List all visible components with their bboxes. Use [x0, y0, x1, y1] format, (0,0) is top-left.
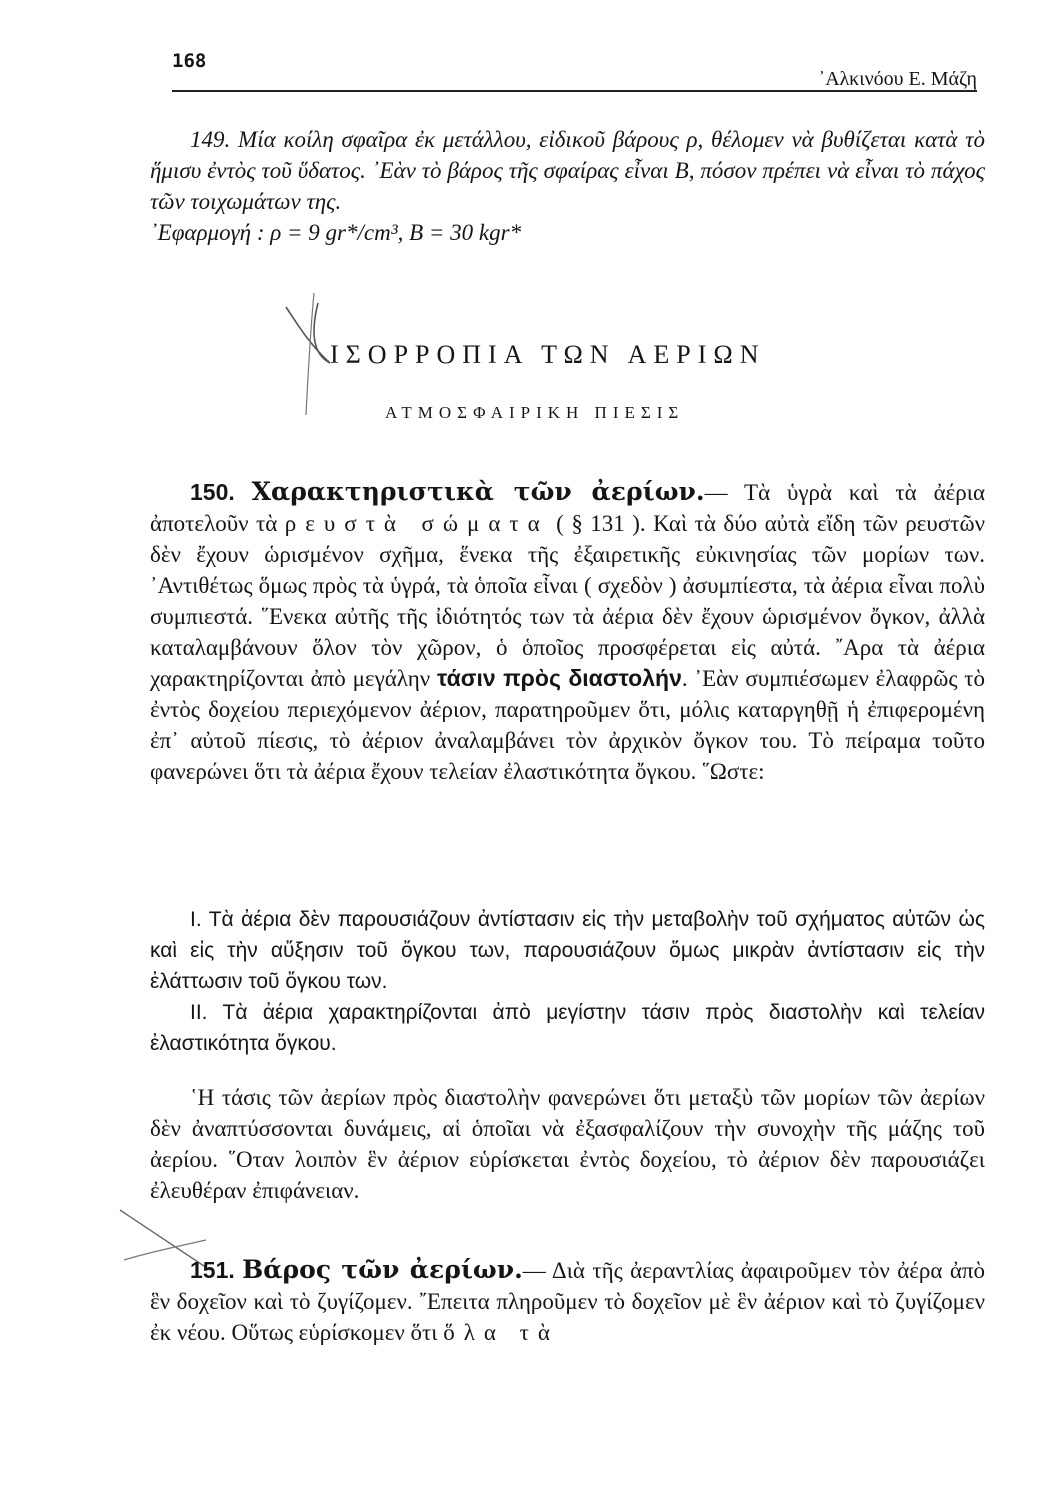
page-header: [172, 46, 977, 94]
list-text: Τὰ ἀέρια χαρακτηρίζονται ἀπὸ μεγίστην τάσιν πρὸς διαστολὴν καὶ τελείαν ἐλαστικότητα ὄγκου.: [150, 1001, 985, 1055]
section-151-paragraph: [150, 1254, 985, 1348]
list-item-1: [150, 904, 985, 997]
section-150-paragraph-2: [150, 1082, 985, 1206]
paragraph-text: . ᾿Εὰν συμπιέσωμεν ἐλαφρῶς τὸ ἐντὸς δοχείου περιεχόμενον ἀέριον, παρατηροῦμεν ὅτι, μόλις καταργηθῇ ἡ ἐπιφερομένη ἐπ᾿ αὐτοῦ πίεσις, τὸ ἀέριον ἀναλαμβάνει τὸν ἀρχικὸν ὄγκον του. Τὸ πείραμα τοῦτο φανερώνει ὅτι τὰ ἀέρια ἔχουν τελείαν ἐλαστικότητα ὄγκου. ῞Ωστε:: [150, 666, 986, 784]
problem-149-text: [150, 124, 985, 217]
page-number: 168: [172, 50, 207, 72]
spaced-emphasis: ρευστὰ σώματα: [284, 511, 549, 536]
list-label: ΙΙ.: [190, 1001, 208, 1024]
section-150: [150, 476, 985, 787]
problem-statement: Μία κοίλη σφαῖρα ἐκ μετάλλου, εἰδικοῦ βάρους ρ, θέλομεν νὰ βυθίζεται κατὰ τὸ ἥμισυ ἐντὸς τοῦ ὕδατος. ᾿Εὰν τὸ βάρος τῆς σφαίρας εἶναι Β, πόσον πρέπει νὰ εἶναι τὸ πάχος τῶν τοιχωμάτων της.: [150, 127, 986, 214]
problem-application: ᾿Εφαρμογή : ρ = 9 gr*/cm³, Β = 30 kgr*: [150, 220, 522, 245]
paragraph-text: — Διὰ τῆς ἀεραντλίας ἀφαιροῦμεν τὸν ἀέρα ἀπὸ ἓν δοχεῖον καὶ τὸ ζυγίζομεν. ῎Επειτα πληροῦμεν τὸ δοχεῖον μὲ ἓν ἀέριον καὶ τὸ ζυγίζομεν ἐκ νέου. Οὕτως εὑρίσκομεν ὅτι: [150, 1258, 985, 1345]
paragraph-text: — Τὰ ὑγρὰ καὶ τὰ ἀέρια ἀποτελοῦν τὰ: [150, 480, 986, 536]
section-title: Βάρος τῶν ἀερίων.: [242, 1255, 523, 1284]
section-151: [150, 1254, 985, 1348]
spaced-emphasis: ὅλα τὰ: [443, 1320, 559, 1345]
section-number: 151.: [190, 1257, 235, 1283]
chapter-subtitle: ΑΤΜΟΣΦΑΙΡΙΚΗ ΠΙΕΣΙΣ: [385, 403, 685, 422]
problem-number: 149.: [190, 127, 231, 152]
section-150-paragraph-1: [150, 476, 985, 787]
list-item-2: [150, 997, 985, 1059]
section-number: 150.: [190, 479, 235, 505]
running-head: ᾿Αλκινόου Ε. Μάζη: [818, 68, 977, 90]
section-150-list: [150, 904, 985, 1059]
problem-149: [150, 124, 985, 248]
header-rule: [172, 90, 977, 92]
paragraph-text: ( § 131 ). Καὶ τὰ δύο αὐτὰ εἴδη τῶν ρευστῶν δὲν ἔχουν ὡρισμένον σχῆμα, ἕνεκα τῆς ἐξαιρετικῆς εὐκινησίας τῶν μορίων των. ᾿Αντιθέτως ὅμως πρὸς τὰ ὑγρά, τὰ ὁποῖα εἶναι ( σχεδὸν ) ἀσυμπίεστα, τὰ ἀέρια εἶναι πολὺ συμπιεστά. ῞Ενεκα αὐτῆς τῆς ἰδιότητός των τὰ ἀέρια δὲν ἔχουν ὡρισμένον ὄγκον, ἀλλὰ καταλαμβάνουν ὅλον τὸν χῶρον, ὁ ὁποῖος προσφέρεται εἰς αὐτά. ῎Αρα τὰ ἀέρια χαρακτηρίζονται ἀπὸ μεγάλην: [150, 511, 986, 691]
list-text: Τὰ ἀέρια δὲν παρουσιάζουν ἀντίστασιν εἰς τὴν μεταβολὴν τοῦ σχήματος αὐτῶν ὡς καὶ εἰς τὴν αὔξησιν τοῦ ὄγκου των, παρουσιάζουν ὅμως μικρὰν ἀντίστασιν εἰς τὴν ἐλάττωσιν τοῦ ὄγκου των.: [150, 908, 985, 993]
bold-emphasis: τάσιν πρὸς διαστολήν: [436, 665, 682, 691]
list-label: Ι.: [190, 908, 202, 931]
chapter-title: ΙΣΟΡΡΟΠΙΑ ΤΩΝ ΑΕΡΙΩΝ: [330, 340, 766, 369]
section-title: Χαρακτηριστικὰ τῶν ἀερίων.: [251, 477, 705, 506]
paragraph: ῾Η τάσις τῶν ἀερίων πρὸς διαστολὴν φανερώνει ὅτι μεταξὺ τῶν μορίων τῶν ἀερίων δὲν ἀναπτύσσονται δυνάμεις, αἱ ὁποῖαι νὰ ἐξασφαλίζουν τὴν συνοχὴν τῆς μάζης τοῦ ἀερίου. ῞Οταν λοιπὸν ἓν ἀέριον εὑρίσκεται ἐντὸς δοχείου, τὸ ἀέριον δὲν παρουσιάζει ἐλευθέραν ἐπιφάνειαν.: [150, 1085, 985, 1203]
